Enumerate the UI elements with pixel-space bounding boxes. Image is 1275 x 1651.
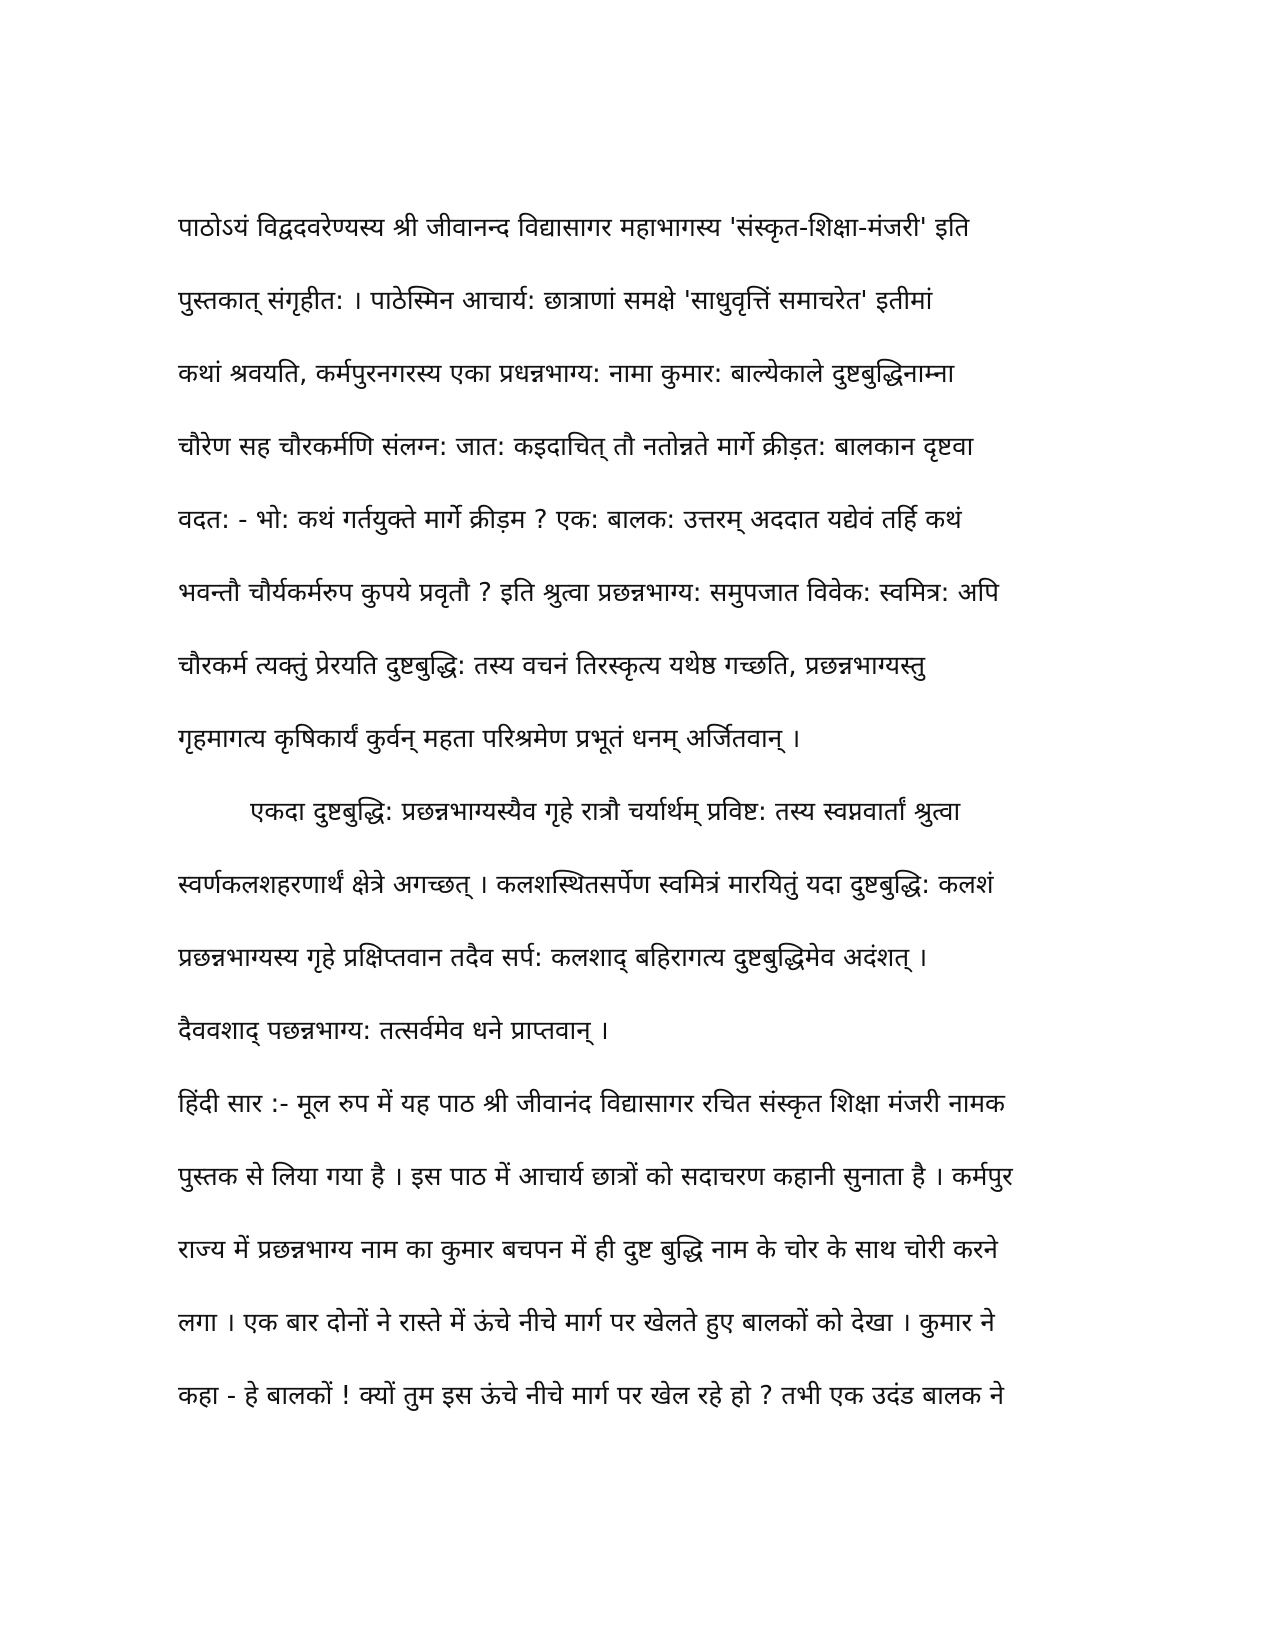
- sanskrit-para2-line-1: एकदा दुष्टबुद्धि: प्रछन्नभाग्यस्यैव गृहे रात्रौ चर्यार्थम् प्रविष्ट: तस्य स्वप्नवार्तां श्रुत्वा: [250, 797, 961, 827]
- sanskrit-para1-line-6: भवन्तौ चौर्यकर्मरुप कुपये प्रवृतौ ? इति श्रुत्वा प्रछन्नभाग्य: समुपजात विवेक: स्वमित्र: अपि: [178, 578, 1000, 608]
- sanskrit-para1-line-8: गृहमागत्य कृषिकार्यं कुर्वन् महता परिश्रमेण प्रभूतं धनम् अर्जितवान् ।: [178, 724, 801, 754]
- sanskrit-para2-line-4: दैववशाद् पछन्नभाग्य: तत्सर्वमेव धने प्राप्तवान् ।: [178, 1016, 609, 1046]
- sanskrit-para1-line-3: कथां श्रवयति, कर्मपुरनगरस्य एका प्रधन्नभाग्य: नामा कुमार: बाल्येकाले दुष्टबुद्धिनाम्ना: [178, 359, 955, 389]
- sanskrit-para2-line-3: प्रछन्नभाग्यस्य गृहे प्रक्षिप्तवान तदैव सर्प: कलशाद् बहिरागत्य दुष्टबुद्धिमेव अदंशत् ।: [178, 943, 928, 973]
- sanskrit-para1-line-1: पाठोऽयं विद्वदवरेण्यस्य श्री जीवानन्द विद्यासागर महाभागस्य 'संस्कृत-शिक्षा-मंजरी' इति: [178, 213, 970, 243]
- sanskrit-para1-line-4: चौरेण सह चौरकर्मणि संलग्न: जात: कइदाचित् तौ नतोन्नते मार्गे क्रीड़त: बालकान दृष्टवा: [178, 432, 974, 462]
- sanskrit-para1-line-7: चौरकर्म त्यक्तुं प्रेरयति दुष्टबुद्धि: तस्य वचनं तिरस्कृत्य यथेष्ठ गच्छति, प्रछन्नभाग्यस्तु: [178, 651, 926, 681]
- hindi-summary-line-2: पुस्तक से लिया गया है । इस पाठ में आचार्य छात्रों को सदाचरण कहानी सुनाता है । कर्मपुर: [178, 1162, 1013, 1192]
- sanskrit-para2-line-2: स्वर्णकलशहरणार्थं क्षेत्रे अगच्छत् । कलशस्थितसर्पेण स्वमित्रं मारयितुं यदा दुष्टबुद्धि: कलशं: [178, 870, 994, 900]
- hindi-summary-line-3: राज्य में प्रछन्नभाग्य नाम का कुमार बचपन में ही दुष्ट बुद्धि नाम के चोर के साथ चोरी करने: [178, 1235, 998, 1265]
- hindi-summary-line-1: हिंदी सार :- मूल रुप में यह पाठ श्री जीवानंद विद्यासागर रचित संस्कृत शिक्षा मंजरी नामक: [178, 1089, 1006, 1119]
- document-page: [178, 200, 1058, 1500]
- sanskrit-para1-line-5: वदत: - भो: कथं गर्तयुक्ते मार्गे क्रीड़म ? एक: बालक: उत्तरम् अददात यद्येवं तर्हि कथं: [178, 505, 962, 535]
- sanskrit-para1-line-2: पुस्तकात् संगृहीत: । पाठेस्मिन आचार्य: छात्राणां समक्षे 'साधुवृत्तिं समाचरेत' इतीमां: [178, 286, 933, 316]
- hindi-summary-line-4: लगा । एक बार दोनों ने रास्ते में ऊंचे नीचे मार्ग पर खेलते हुए बालकों को देखा । कुमार ने: [178, 1308, 995, 1338]
- hindi-summary-line-5: कहा - हे बालकों ! क्यों तुम इस ऊंचे नीचे मार्ग पर खेल रहे हो ? तभी एक उदंड बालक ने: [178, 1381, 1005, 1411]
